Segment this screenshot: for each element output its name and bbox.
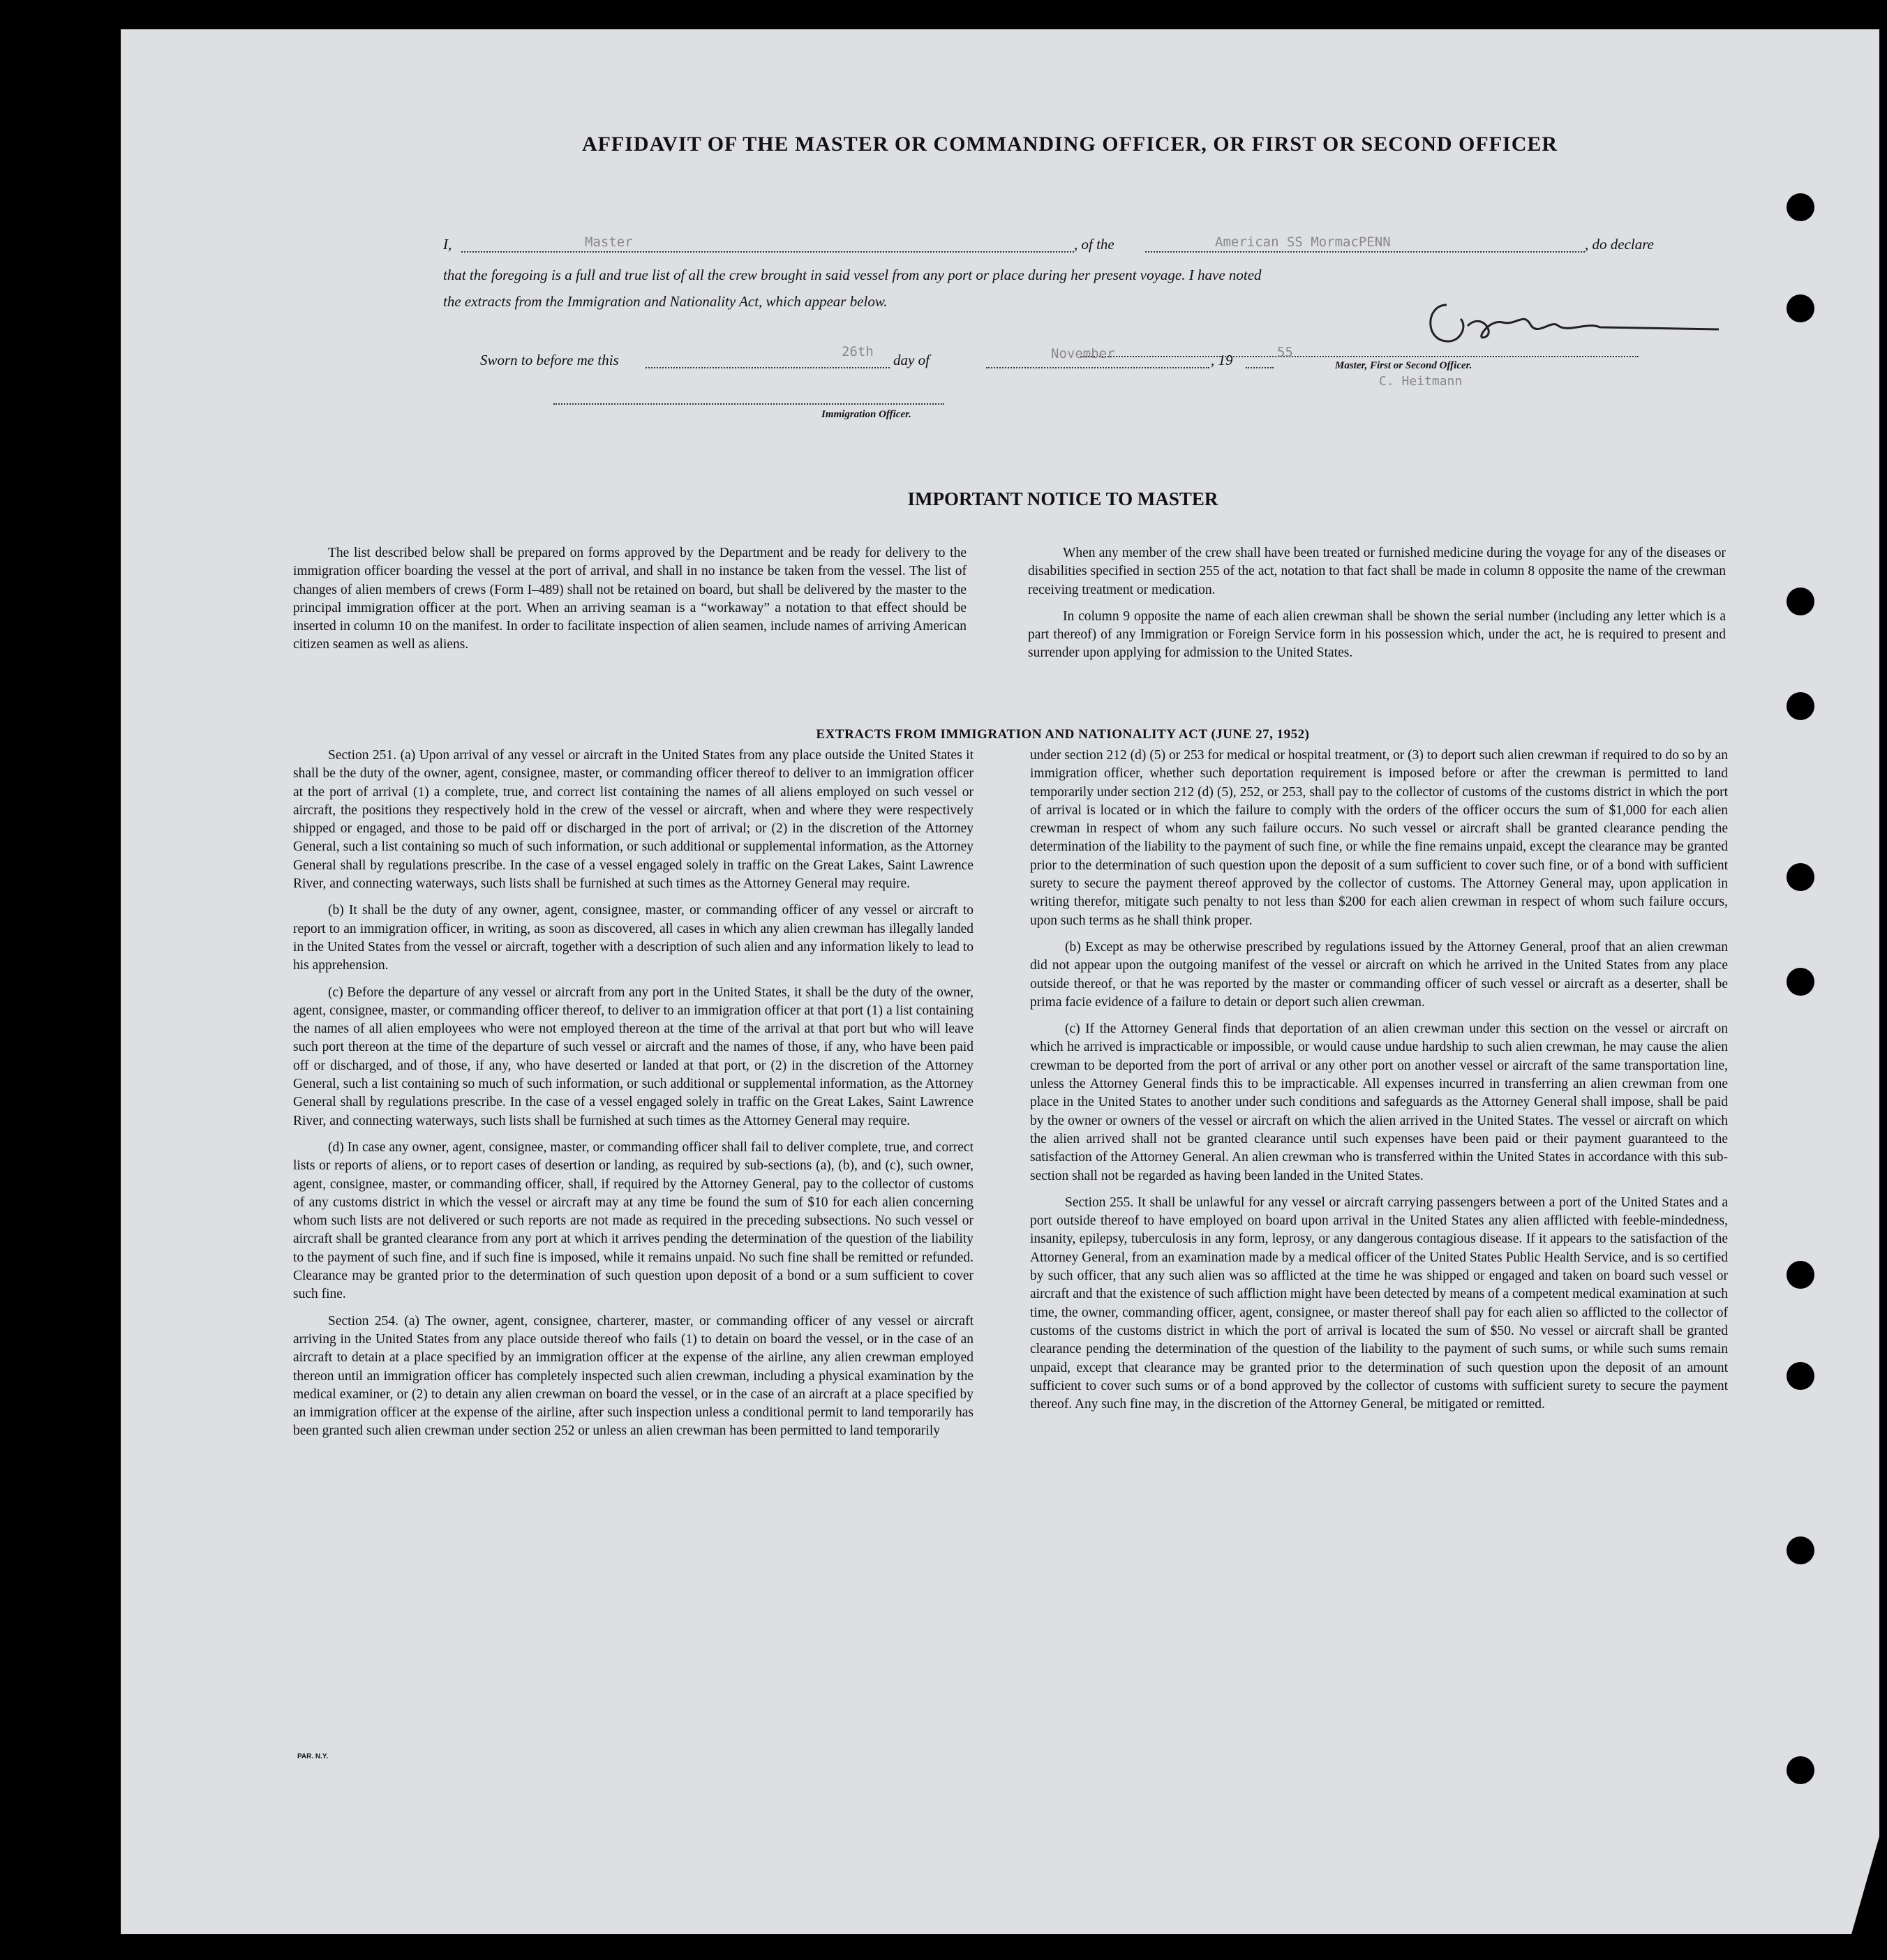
punch-hole	[1787, 863, 1814, 891]
section-254c: (c) If the Attorney General finds that deportation of an alien crewman under this section on the vessel or aircraft on which he arrived is impracticable or impossible, or would cause undue hardship to such alien crewman, he may cause the alien crewman to be deported from the port of arrival or any other port on another vessel or aircraft of the same transportation line, unless the Attorney General finds this to be impracticable. All expenses incurred in transferring an alien crewman from one place in the United States to another under such conditions and safeguards as the Attorney General shall impose, shall be paid by the owner or owners of the vessel or aircraft on which the alien arrived in the United States. The vessel or aircraft on which the alien arrived shall not be granted clearance until such expenses have been paid or their payment guaranteed to the satisfaction of the Attorney General. An alien crewman who is transferred within the United States in accordance with this sub-section shall not be regarded as having been landed in the United States.	[1030, 1022, 1728, 1183]
section-251d: (d) In case any owner, agent, consignee, master, or commanding officer shall fail to deliver complete, true, and correct lists or reports of aliens, or to report cases of desertion or landing, as required by sub-sections (a), (b), and (c), such owner, agent, consignee, master, or commanding officer, shall, if required by the Attorney General, pay to the collector of customs of any customs district in which the vessel or aircraft may at any time be found the sum of $10 for each alien concerning whom such lists are not delivered or such reports are not made as required in the preceding subsections. No such vessel or aircraft shall be granted clearance from any port at which it arrives pending the determination of the question of the liability to the payment of such fine, and if such fine is imposed, while it remains unpaid. No such fine shall be remitted or refunded. Clearance may be granted prior to the determination of such question upon deposit of a bond or a sum sufficient to cover such fine.	[293, 1139, 974, 1302]
of-the-label: , of the	[1074, 236, 1114, 253]
sworn-month-value: November	[1051, 346, 1115, 361]
notice-title: IMPORTANT NOTICE TO MASTER	[907, 488, 1218, 509]
punch-hole	[1787, 1261, 1814, 1289]
sworn-year-value: 55	[1277, 345, 1293, 360]
day-of-label: day of	[893, 352, 930, 368]
punch-hole	[1787, 294, 1814, 322]
declaration-line-1: that the foregoing is a full and true list of all the crew brought in said vessel from any port or place during her present voyage. I have noted	[443, 267, 1262, 283]
punch-hole	[1787, 1362, 1814, 1390]
notice-right-paragraph-1: When any member of the crew shall have been treated or furnished medicine during the voyage for any of the diseases or disabilities specified in section 255 of the act, notation to that fact shall be made in column 8 opposite the name of the crewman receiving treatment or medication.	[1028, 546, 1726, 597]
section-254a-continued: under section 212 (d) (5) or 253 for medical or hospital treatment, or (3) to deport such alien crewman if required to do so by an immigration officer, whether such deportation requirement is imposed before or after the crewman is permitted to land temporarily under section 212 (d) (5), 252, or 253, shall pay to the collector of customs of the customs district in which the port of arrival is located or in which the failure to comply with the orders of the officer occurs the sum of $1,000 for each alien crewman in respect of whom any such failure occurs. No such vessel or aircraft shall be granted clearance pending the determination of the liability to the payment of such fine, or while the fine remains unpaid, except the clearance may be granted prior to the determination of such question upon the deposit of a sum sufficient to cover such fine, or of a bond with sufficient surety to secure the payment thereof approved by the collector of customs. The Attorney General may, upon application in writing therefor, mitigate such penalty to not less than $200 for each alien crewman in respect of whom such failure occurs, upon such terms as he shall think proper.	[1030, 748, 1728, 928]
punch-hole	[1787, 193, 1814, 221]
notice-left-column	[293, 544, 967, 663]
notice-left-paragraph: The list described below shall be prepared on forms approved by the Department and be ready for delivery to the immigration officer boarding the vessel at the port of arrival, and shall in no instance be taken from the vessel. The list of changes of alien members of crews (Form I–489) shall not be retained on board, but shall be delivered by the master to the principal immigration officer at the port. When an arriving seaman is a “workaway” a notation to that effect should be inserted in column 10 on the manifest. In order to facilitate inspection of alien seamen, include names of arriving American citizen seamen as well as aliens.	[293, 546, 967, 652]
vessel-name-value: American SS MormacPENN	[1215, 234, 1391, 250]
sworn-day-value: 26th	[842, 344, 874, 359]
signature-line	[1080, 356, 1639, 357]
section-251b: (b) It shall be the duty of any owner, agent, consignee, master, or commanding officer of any vessel or aircraft to report to an immigration officer, in writing, as soon as discovered, all cases in which any alien crewman has illegally landed in the United States from the vessel or aircraft, together with a description of such alien and any information likely to lead to his apprehension.	[293, 903, 974, 973]
section-254b: (b) Except as may be otherwise prescribed by regulations issued by the Attorney General, proof that an alien crewman did not appear upon the outgoing manifest of the vessel or aircraft on which he arrived in the United States from any place outside thereof, or that he was reported by the master or commanding officer of such vessel or aircraft as a deserter, shall be prima facie evidence of a failure to detain or deport such alien crewman.	[1030, 939, 1728, 1010]
officer-title-value: Master	[585, 234, 633, 250]
punch-hole	[1787, 1756, 1814, 1784]
punch-hole	[1787, 968, 1814, 996]
extracts-right-column	[1030, 747, 1728, 1422]
notice-right-paragraph-2: In column 9 opposite the name of each alien crewman shall be shown the serial number (including any letter which is a part thereof) of any Immigration or Foreign Service form in his possession which, under the act, he is required to present and surrender upon applying for admission to the United States.	[1028, 608, 1726, 661]
section-251a: Section 251. (a) Upon arrival of any vessel or aircraft in the United States from any place outside the United States it shall be the duty of the owner, agent, consignee, master, or commanding officer thereof to deliver to an immigration officer at the port of arrival (1) a complete, true, and correct list containing the names of all aliens employed on such vessel or aircraft, the positions they respectively hold in the crew of the vessel or aircraft, when and where they were respectively shipped or engaged, and those to be paid off or discharged in the port of arrival; or (2) in the discretion of the Attorney General, such a list containing so much of such information, or such additional or supplemental information, as the Attorney General shall by regulations prescribe. In the case of a vessel engaged solely in traffic on the Great Lakes, Saint Lawrence River, and connecting waterways, such lists shall be furnished at such times as the Attorney General may require.	[293, 748, 974, 892]
extracts-left-column	[293, 747, 974, 1449]
punch-hole	[1787, 588, 1814, 615]
officer-title-line	[461, 251, 1074, 253]
immigration-officer-line	[553, 403, 944, 405]
section-251c: (c) Before the departure of any vessel or aircraft from any port in the United States, it shall be the duty of the owner, agent, consignee, master, or commanding officer thereof, to deliver to an immigration officer at that port (1) a list containing the names of all alien employees who were not employed thereon at the time of the arrival at that port but who will leave such port thereon at the time of the departure of such vessel or aircraft and the names of those, if any, who have been paid off or discharged, and of those, if any, who have deserted or landed at that port, or (2) in the discretion of the Attorney General, such a list containing so much of such information, or such additional or supplemental information, as the Attorney General shall by regulations prescribe. In the case of a vessel engaged solely in traffic on the Great Lakes, Saint Lawrence River, and connecting waterways, such lists shall be furnished at such times as the Attorney General may require.	[293, 985, 974, 1128]
section-254a: Section 254. (a) The owner, agent, consignee, charterer, master, or commanding officer of any vessel or aircraft arriving in the United States from any place outside thereof who fails (1) to detain on board the vessel, or in the case of an aircraft to detain at a place specified by an immigration officer at the expense of the airline, any alien crewman employed thereon until an immigration officer has completely inspected such alien crewman, including a physical examination by the medical examiner, or (2) to detain any alien crewman on board the vessel, or in the case of an aircraft at a place specified by an immigration officer at the expense of the airline, after such inspection unless a conditional permit to land temporarily has been granted such alien crewman under section 252 or unless an alien crewman has been permitted to land temporarily	[293, 1313, 974, 1439]
immigration-officer-label: Immigration Officer.	[821, 409, 911, 420]
sworn-label: Sworn to before me this	[480, 352, 619, 368]
do-declare-label: , do declare	[1585, 236, 1654, 253]
punch-hole	[1787, 692, 1814, 720]
extracts-title: EXTRACTS FROM IMMIGRATION AND NATIONALITY ACT (JUNE 27, 1952)	[816, 727, 1310, 742]
printer-mark: PAR. N.Y.	[297, 1753, 329, 1760]
i-label: I,	[443, 236, 452, 253]
section-255: Section 255. It shall be unlawful for any vessel or aircraft carrying passengers between a port of the United States and a port outside thereof to have employed on board upon arrival in the United States any alien afflicted with feeble-mindedness, insanity, epilepsy, tuberculosis in any form, leprosy, or any dangerous contagious disease. If it appears to the satisfaction of the Attorney General, from an examination made by a medical officer of the United States Public Health Service, and is so certified by such officer, that any such alien was so afflicted at the time he was shipped or engaged and taken on board such vessel or aircraft and that the existence of such affliction might have been detected by means of a competent medical examination at such time, the owner, commanding officer, agent, consignee, or master thereof shall pay for each alien so afflicted to the collector of customs of the customs district in which the port of arrival is located the sum of $50. No vessel or aircraft shall be granted clearance pending the determination of the question of the liability to the payment of such sums, or while such sums remain unpaid, except that clearance may be granted prior to the determination of such question upon the deposit of an amount sufficient to cover such sums or of a bond approved by the collector of customs with sufficient surety to secure the payment thereof. Any such fine may, in the discretion of the Attorney General, be mitigated or remitted.	[1030, 1195, 1728, 1412]
vessel-name-line	[1145, 251, 1585, 253]
punch-hole	[1787, 1536, 1814, 1564]
signature-label: Master, First or Second Officer.	[1335, 360, 1472, 371]
affidavit-title: AFFIDAVIT OF THE MASTER OR COMMANDING OFFICER, OR FIRST OR SECOND OFFICER	[581, 133, 1558, 156]
sworn-year-line	[1246, 367, 1274, 368]
sworn-day-line	[646, 367, 890, 368]
year-prefix-label: , 19	[1211, 352, 1233, 368]
sworn-month-line	[986, 367, 1209, 368]
signature-image	[1419, 291, 1726, 354]
declaration-line-2: the extracts from the Immigration and Nationality Act, which appear below.	[443, 293, 888, 310]
notice-right-column	[1028, 544, 1726, 671]
signer-name: C. Heitmann	[1379, 374, 1463, 389]
document-page	[121, 29, 1879, 1934]
